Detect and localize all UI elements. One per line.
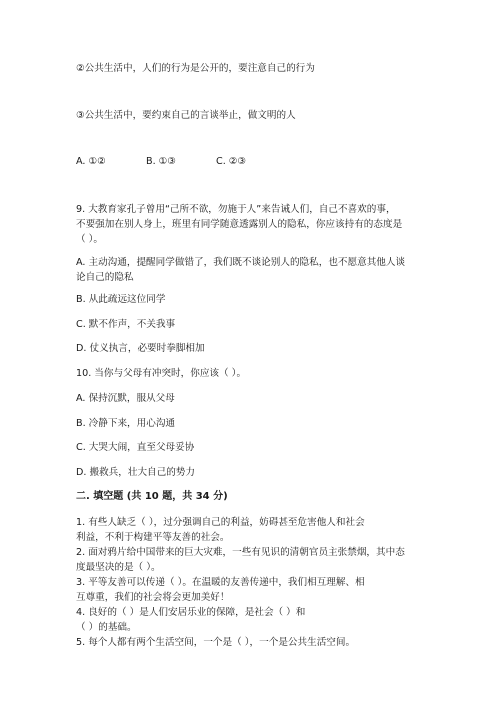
question-9-option-d: D. 仗义执言，必要时拳脚相加 — [76, 343, 205, 354]
question-9-option-b: B. 从此疏远这位同学 — [76, 294, 166, 305]
question-8-option-3: ③公共生活中，要约束自己的言谈举止，做文明的人 — [76, 110, 296, 121]
question-10-option-d: D. 搬救兵，壮大自己的势力 — [76, 467, 196, 478]
fill-blank-line-5: 3. 平等友善可以传递（ ）。在温暖的友善传递中，我们相互理解、相 — [76, 577, 365, 588]
choice-c: C. ②③ — [216, 156, 246, 167]
question-10-option-c: C. 大哭大闹，直至父母妥协 — [76, 442, 195, 453]
fill-blank-line-9: 5. 每个人都有两个生活空间，一个是（ ），一个是公共生活空间。 — [76, 637, 356, 648]
fill-blank-line-7: 4. 良好的（ ）是人们安居乐业的保障，是社会（ ）和 — [76, 607, 306, 618]
question-9-stem-line-2: 不要强加在别人身上，班里有同学随意透露别人的隐私，你应该持有的态度是 — [76, 219, 403, 230]
question-10-option-b: B. 冷静下来，用心沟通 — [76, 418, 176, 429]
choice-a: A. ①② — [76, 156, 106, 167]
question-8-option-2: ②公共生活中，人们的行为是公开的，要注意自己的行为 — [76, 63, 315, 74]
question-9-stem-line-1: 9. 大教育家孔子曾用“己所不欲，勿施于人”来告诫人们，自己不喜欢的事， — [76, 204, 396, 215]
fill-blank-line-8: （ ）的基础。 — [76, 622, 137, 633]
fill-blank-line-3: 2. 面对鸦片给中国带来的巨大灾难，一些有见识的清朝官员主张禁烟，其中态 — [76, 547, 405, 558]
question-8-choices — [76, 155, 246, 169]
question-9-option-c: C. 默不作声，不关我事 — [76, 319, 176, 330]
question-10-stem: 10. 当你与父母有冲突时，你应该（ ）。 — [76, 368, 247, 379]
fill-blank-line-2: 利益，不利于构建平等友善的社会。 — [76, 532, 230, 543]
fill-blank-line-6: 互尊重，我们的社会将会更加美好！ — [76, 592, 230, 603]
fill-blank-line-1: 1. 有些人缺乏（ ），过分强调自己的利益，妨碍甚至危害他人和社会 — [76, 517, 365, 528]
choice-b: B. ①③ — [146, 156, 176, 167]
question-9-option-a-line-1: A. 主动沟通，提醒同学做错了，我们既不谈论别人的隐私，也不愿意其他人谈 — [76, 257, 406, 268]
question-9-option-a-line-2: 论自己的隐私 — [76, 272, 134, 283]
section-2-title: 二. 填空题 (共 10 题，共 34 分) — [76, 491, 228, 502]
question-9-stem-line-3: （ ）。 — [76, 234, 104, 245]
fill-blank-line-4: 度最坚决的是（ ）。 — [76, 562, 161, 573]
question-10-option-a: A. 保持沉默，服从父母 — [76, 393, 175, 404]
